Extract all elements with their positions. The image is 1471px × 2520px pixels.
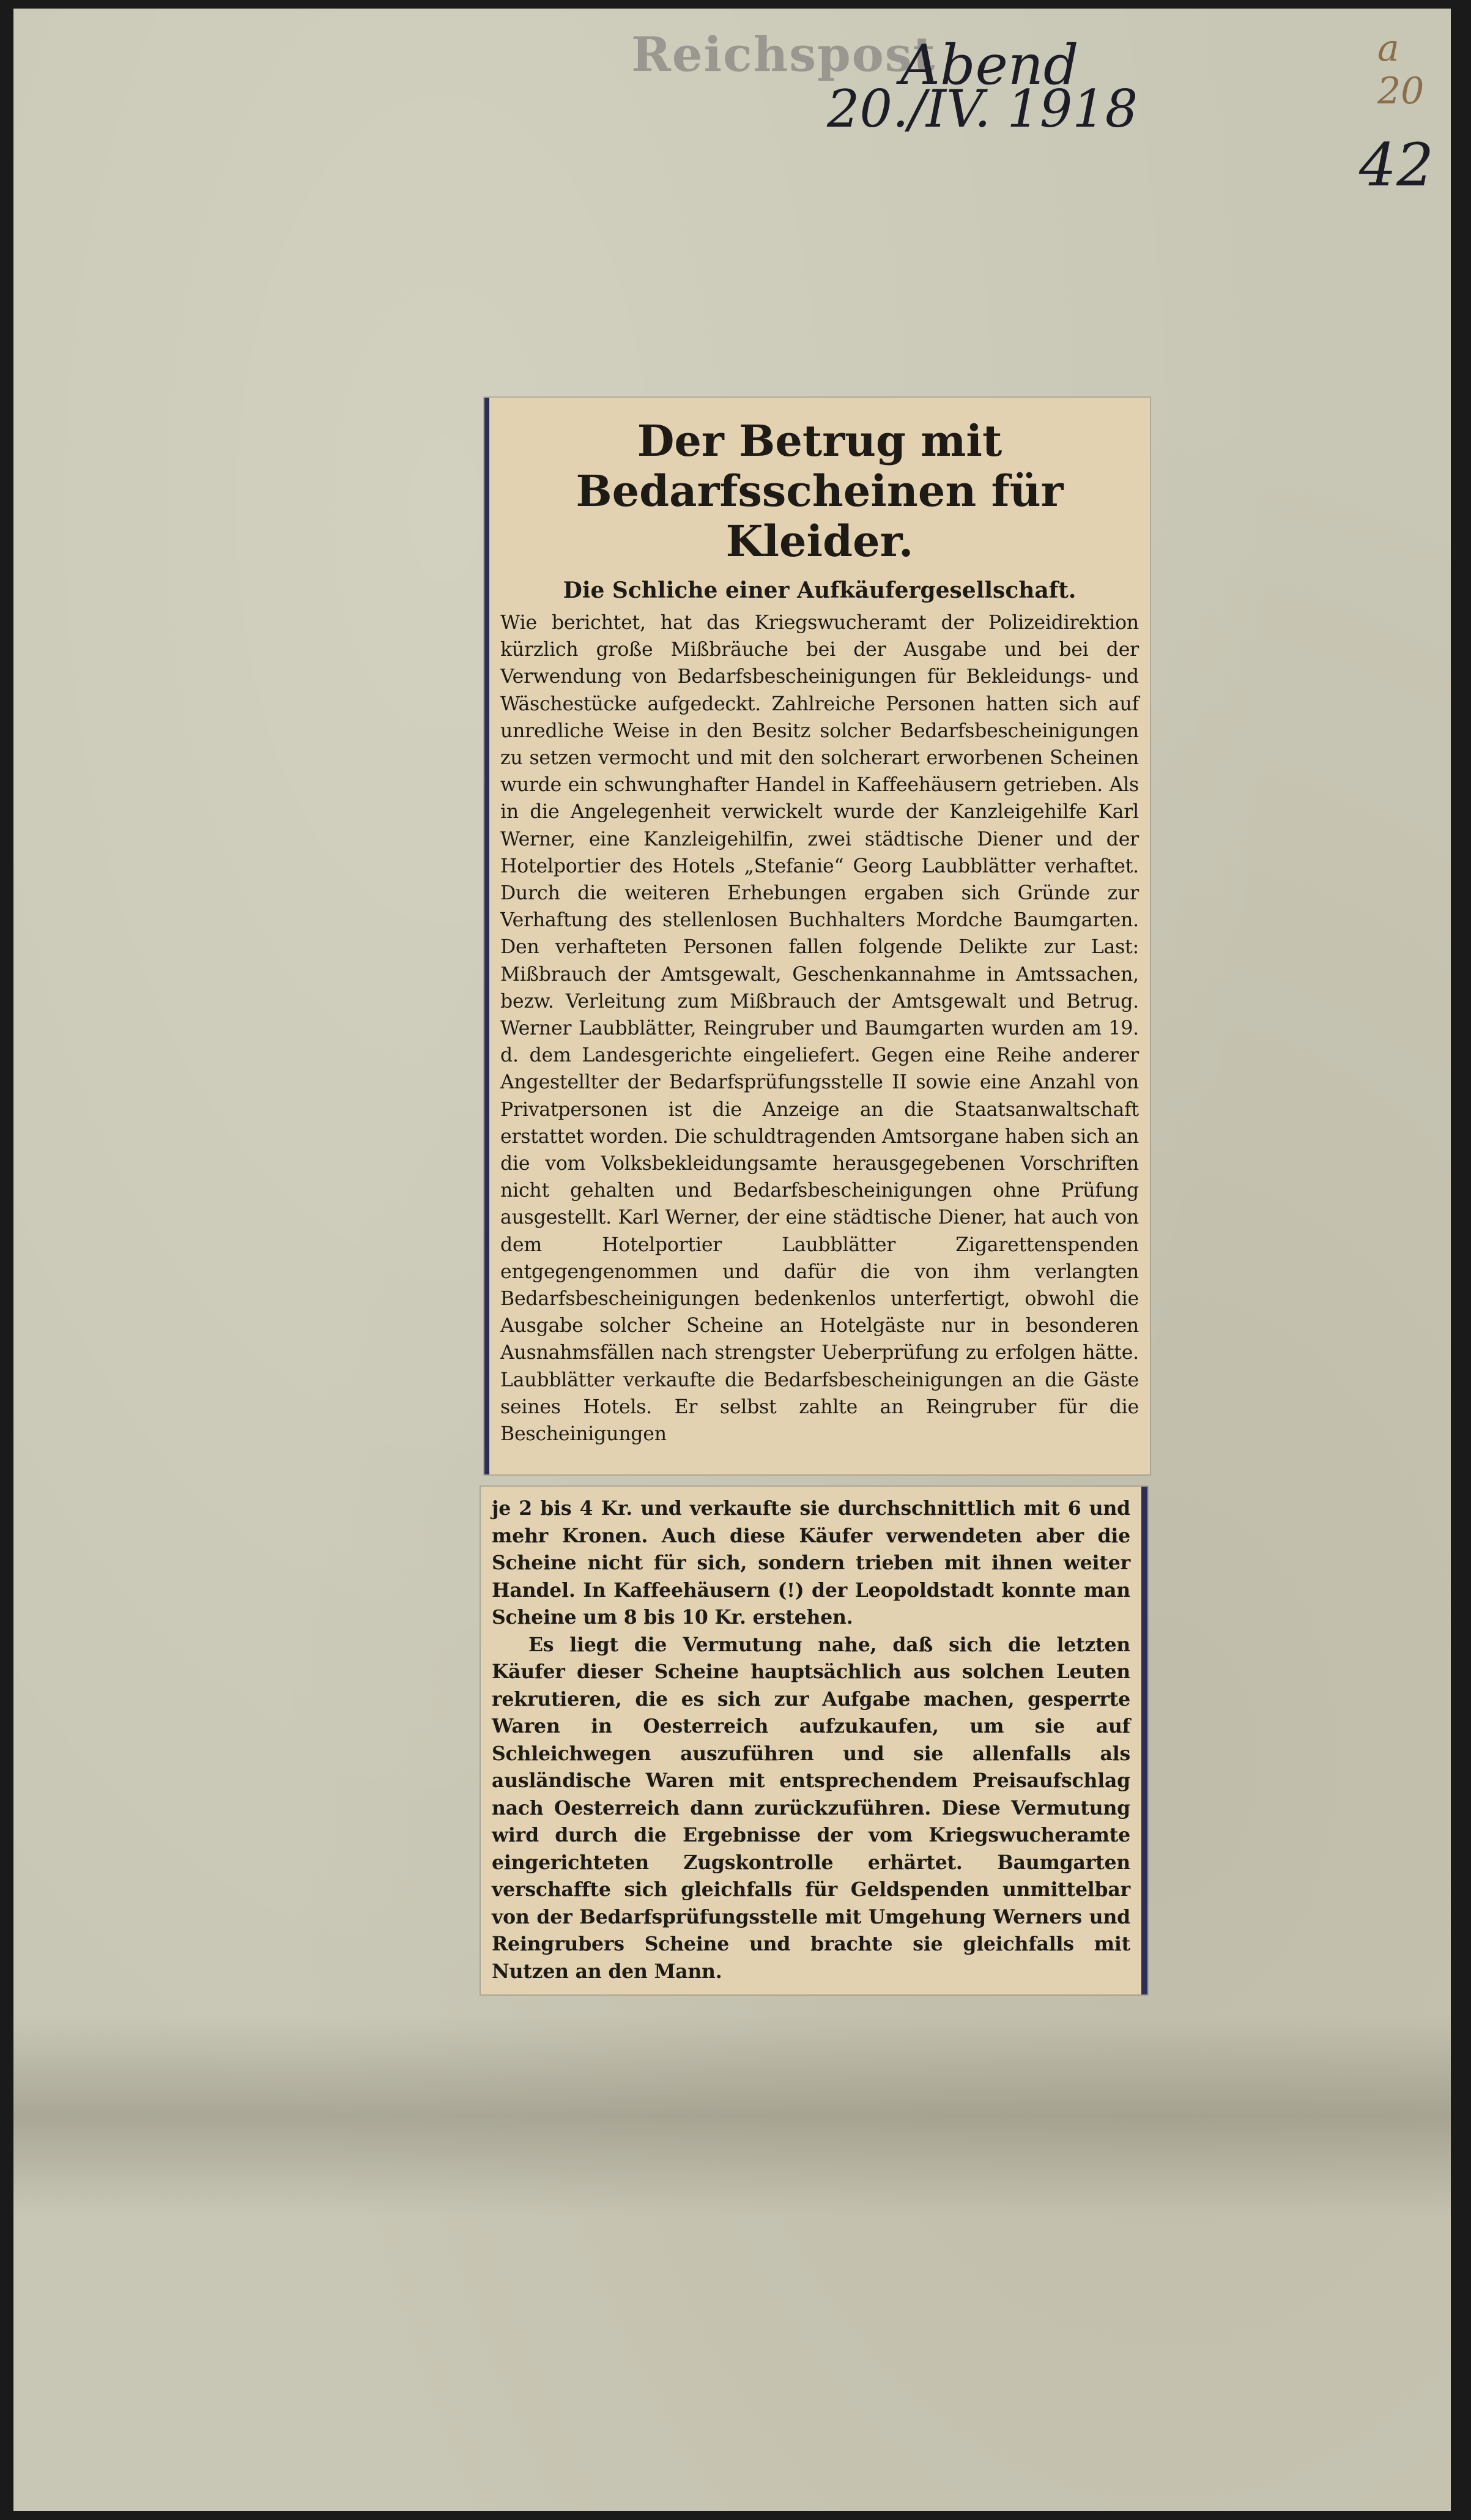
article-paragraph-3: Es liegt die Vermutung nahe, daß sich die letzten Käufer dieser Scheine hauptsächlich aus solchen Leuten rekrutieren, die es sich zur Aufgabe machen, gesperrte Waren in Oesterreich aufzukaufen, um sie auf Schleichwegen auszuführen und sie allenfalls als ausländische Waren mit entsprechendem Preisaufschlag nach Oesterreich dann zurückzuführen. Diese Vermutung wird durch die Ergebnisse der vom Kriegswucheramte eingerichteten Zugskontrolle erhärtet. Baumgarten verschaffte sich gleichfalls für Geldspenden unmittelbar von der Bedarfsprüfungsstelle mit Umgehung Werners und Reingrubers Scheine und brachte sie gleichfalls mit Nutzen an den Mann.	[492, 1633, 1130, 1983]
newspaper-clipping-part-2	[481, 1487, 1147, 1994]
handwritten-edition: Abend	[900, 33, 1079, 97]
corner-note-1: a	[1377, 27, 1399, 70]
fold-shadow	[13, 2015, 1451, 2217]
article-headline: Der Betrug mit Bedarfsscheinen für Kleider.	[576, 415, 1064, 567]
article-subheadline: Die Schliche einer Aufkäufergesellschaft.	[563, 578, 1076, 603]
newspaper-clipping-part-1	[484, 398, 1150, 1474]
article-paragraph-1: Wie berichtet, hat das Kriegswucheramt der Polizeidirektion kürzlich große Mißbräuche bei der Ausgabe und bei der Verwendung von Bedarfsbescheinigungen für Bekleidungs- und Wäschestücke aufgedeckt. Zahlreiche Personen hatten sich auf unredliche Weise in den Besitz solcher Bedarfsbescheinigungen zu setzen vermocht und mit den solcherart erworbenen Scheinen wurde ein schwunghafter Handel in Kaffeehäusern getrieben. Als in die Angelegenheit verwickelt wurde der Kanzleigehilfe Karl Werner, eine Kanzleigehilfin, zwei städtische Diener und der Hotelportier des Hotels „Stefanie“ Georg Laubblätter verhaftet. Durch die weiteren Erhebungen ergaben sich Gründe zur Verhaftung des stellenlosen Buchhalters Mordche Baumgarten. Den verhafteten Personen fallen folgende Delikte zur Last: Mißbrauch der Amtsgewalt, Geschenkannahme in Amtssachen, bezw. Verleitung zum Mißbrauch der Amtsgewalt und Betrug. Werner Laubblätter, Reingruber und Baumgarten wurden am 19. d. dem Landesgerichte eingeliefert. Gegen eine Reihe anderer Angestellter der Bedarfsprüfungsstelle II sowie eine Anzahl von Privatpersonen ist die Anzeige an die Staatsanwaltschaft erstattet worden. Die schuldtragenden Amtsorgane haben sich an die vom Volksbekleidungsamte herausgegebenen Vorschriften nicht gehalten und Bedarfsbescheinigungen ohne Prüfung ausgestellt. Karl Werner, der eine städtische Diener, hat auch von dem Hotelportier Laubblätter Zigarettenspenden entgegengenommen und dafür die von ihm verlangten Bedarfsbescheinigungen bedenkenlos unterfertigt, obwohl die Ausgabe solcher Scheine an Hotelgäste nur in besonderen Ausnahmsfällen nach strengster Ueberprüfung zu erfolgen hätte. Laubblätter verkaufte die Bedarfsbescheinigungen an die Gäste seines Hotels. Er selbst zahlte an Reingruber für die Bescheinigungen	[500, 612, 1139, 1446]
handwritten-date: 20./IV. 1918	[827, 79, 1138, 139]
corner-note-2: 20	[1377, 70, 1425, 113]
corner-note-3: 42	[1359, 131, 1434, 199]
newspaper-stamp: Reichspost	[631, 27, 936, 83]
article-paragraph-2: je 2 bis 4 Kr. und verkaufte sie durchschnittlich mit 6 und mehr Kronen. Auch diese Käufer verwendeten aber die Scheine nicht für sich, sondern trieben mit ihnen weiter Handel. In Kaffeehäusern (!) der Leopoldstadt konnte man Scheine um 8 bis 10 Kr. erstehen.	[492, 1497, 1130, 1629]
